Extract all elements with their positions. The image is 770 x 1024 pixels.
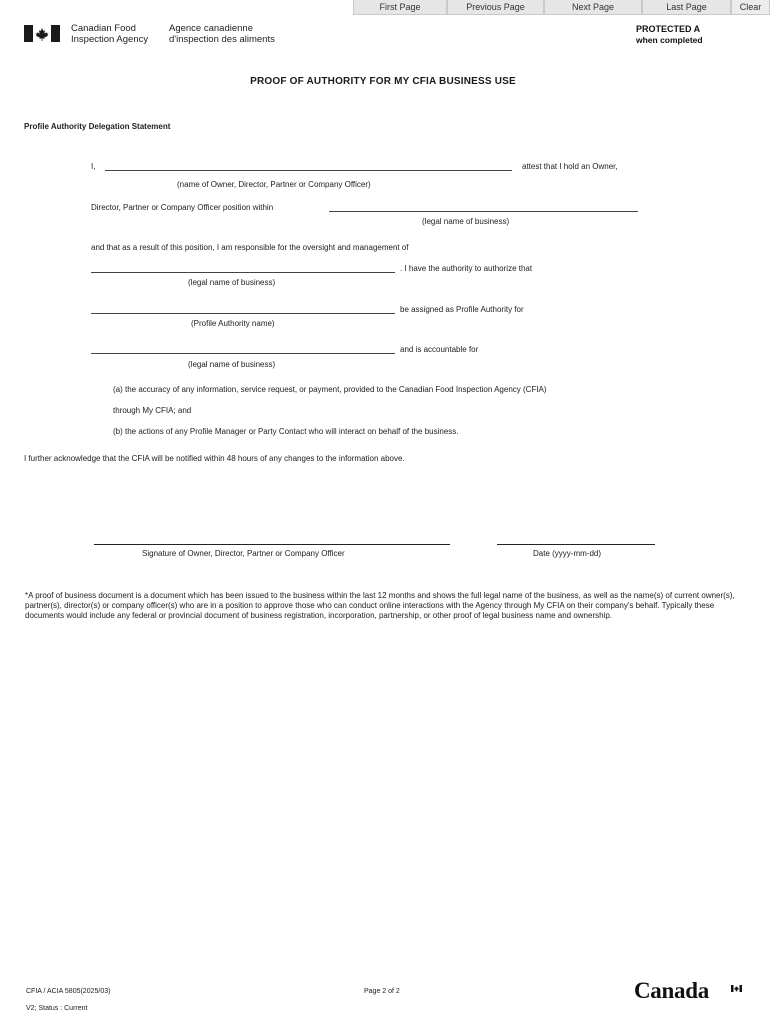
signature-caption: Signature of Owner, Director, Partner or Company Officer xyxy=(142,549,345,558)
page-number: Page 2 of 2 xyxy=(364,988,400,995)
acknowledgement-text: I further acknowledge that the CFIA will be notified within 48 hours of any changes to the information above. xyxy=(24,454,405,463)
profile-authority-caption: (Profile Authority name) xyxy=(191,319,275,328)
item-a-line1: (a) the accuracy of any information, service request, or payment, provided to the Canadian Food Inspection Agency (CFIA) xyxy=(113,385,547,394)
agency-fr-line2: d'inspection des aliments xyxy=(169,33,275,45)
owner-name-field[interactable] xyxy=(105,170,512,171)
form-title: PROOF OF AUTHORITY FOR MY CFIA BUSINESS USE xyxy=(250,76,516,87)
line6-suffix: and is accountable for xyxy=(400,345,479,354)
first-page-button[interactable]: First Page xyxy=(353,0,447,15)
canada-flag-icon xyxy=(24,25,60,42)
line1-suffix: attest that I hold an Owner, xyxy=(522,162,618,171)
previous-page-button[interactable]: Previous Page xyxy=(447,0,544,15)
line4-suffix: . I have the authority to authorize that xyxy=(400,264,533,273)
agency-name-french xyxy=(169,24,275,45)
section-heading: Profile Authority Delegation Statement xyxy=(24,122,171,131)
agency-en-line2: Inspection Agency xyxy=(71,33,149,45)
line5-suffix: be assigned as Profile Authority for xyxy=(400,305,524,314)
form-number: CFIA / ACIA 5805(2025/03) xyxy=(26,988,111,995)
item-b: (b) the actions of any Profile Manager or Party Contact who will interact on behalf of the business. xyxy=(113,427,459,436)
line2-prefix: Director, Partner or Company Officer position within xyxy=(91,203,274,212)
version-status: V2; Status : Current xyxy=(26,1005,88,1012)
wordmark-flag-icon xyxy=(731,979,742,986)
date-field[interactable] xyxy=(497,544,655,545)
business-name-field-3[interactable] xyxy=(91,353,395,354)
business-name-field-2[interactable] xyxy=(91,272,395,273)
protected-label: PROTECTED A xyxy=(636,24,701,34)
item-a-line2: through My CFIA; and xyxy=(113,406,192,415)
footnote: *A proof of business document is a document which has been issued to the business within the last 12 months and shows the full legal name of the business, as well as the name(s) of current owner(s), partner(s), director(s) or company officer(s) who are in a position to approve those who can conduct online interactions with the Agency through My CFIA on their company's behalf. Typically these documents would include any federal or provincial document of business registration, incorporation, partnership, or other proof of legal business name and ownership. xyxy=(25,591,735,620)
next-page-button[interactable]: Next Page xyxy=(544,0,642,15)
owner-name-caption: (name of Owner, Director, Partner or Company Officer) xyxy=(177,180,371,189)
business-name-caption-3: (legal name of business) xyxy=(188,360,276,369)
business-name-caption-2: (legal name of business) xyxy=(188,278,276,287)
canada-wordmark-logo: Canada xyxy=(634,978,709,1003)
signature-field[interactable] xyxy=(94,544,450,545)
line1-prefix: I, xyxy=(91,162,96,171)
date-caption: Date (yyyy-mm-dd) xyxy=(533,549,602,558)
clear-button[interactable]: Clear xyxy=(731,0,770,15)
agency-name-english xyxy=(71,24,148,45)
line3-text: and that as a result of this position, I am responsible for the oversight and management of xyxy=(91,243,409,252)
business-name-field-1[interactable] xyxy=(329,211,638,212)
business-name-caption-1: (legal name of business) xyxy=(422,217,510,226)
agency-en-line1: Canadian Food xyxy=(71,23,136,34)
profile-authority-name-field[interactable] xyxy=(91,313,395,314)
last-page-button[interactable]: Last Page xyxy=(642,0,731,15)
agency-fr-line1: Agence canadienne xyxy=(169,23,253,34)
protected-note: when completed xyxy=(636,35,703,45)
